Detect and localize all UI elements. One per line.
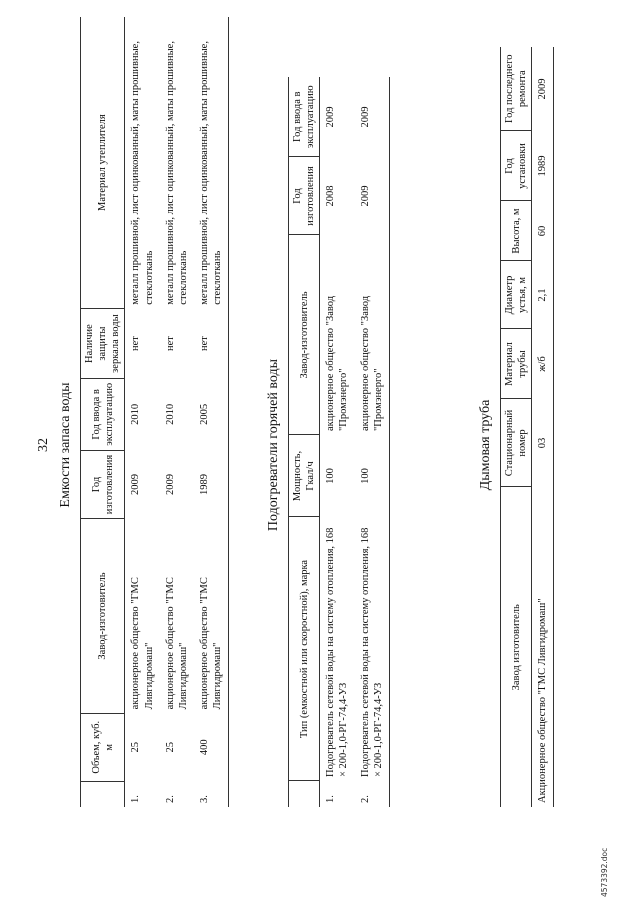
footer-filename: 4573392.doc bbox=[600, 847, 609, 897]
water-heaters-table bbox=[288, 77, 390, 807]
row-num: 1. bbox=[325, 795, 337, 803]
table-row bbox=[194, 17, 229, 807]
cell-material: ж/б bbox=[532, 329, 554, 399]
cell-year-install: 1989 bbox=[532, 131, 554, 201]
cell-volume: 25 bbox=[164, 742, 176, 753]
cell-year-start: 2005 bbox=[194, 378, 229, 450]
cell-height: 60 bbox=[532, 201, 554, 261]
cell-material: металл прошивной, лист оцинкованный, маты прошивные, стеклоткань bbox=[194, 17, 229, 309]
header-year-start: Год ввода в эксплуатацию bbox=[81, 378, 125, 450]
section3-title: Дымовая труба bbox=[478, 399, 493, 491]
cell-volume: 25 bbox=[130, 742, 142, 753]
header-protection: Наличие защиты зеркала воды bbox=[81, 309, 125, 379]
cell-year-made: 2009 bbox=[355, 157, 390, 235]
table-header-row bbox=[81, 17, 125, 807]
section1-title: Емкости запаса воды bbox=[58, 382, 73, 508]
table-row bbox=[125, 17, 160, 807]
cell-year-repair: 2009 bbox=[532, 47, 554, 131]
header-type: Тип (емкостной или скоростной), марка bbox=[289, 517, 320, 781]
cell-material: металл прошивной, лист оцинкованный, маты прошивные, стеклоткань bbox=[164, 41, 189, 305]
chimney-table bbox=[500, 47, 554, 807]
header-year-made: Год изготовления bbox=[81, 450, 125, 518]
cell-material: металл прошивной, лист оцинкованный, маты прошивные, стеклоткань bbox=[130, 41, 155, 305]
header-volume: Объем, куб. м bbox=[81, 713, 125, 781]
cell-maker: акционерное общество "ГМС Ливгидромаш" bbox=[194, 519, 229, 714]
header-maker: Завод-изготовитель bbox=[289, 235, 320, 435]
cell-maker: Акционерное общество "ГМС Ливгидромаш" bbox=[532, 487, 554, 807]
table-header-row bbox=[289, 77, 320, 807]
row-num: 3. bbox=[194, 781, 229, 807]
cell-year-start: 2010 bbox=[164, 403, 176, 425]
header-maker: Завод-изготовитель bbox=[81, 519, 125, 714]
table-row bbox=[355, 77, 390, 807]
cell-protection: нет bbox=[130, 336, 142, 352]
cell-power: 100 bbox=[325, 468, 337, 484]
header-diameter: Диаметр устья, м bbox=[501, 261, 532, 329]
cell-protection: нет bbox=[164, 336, 176, 352]
table-header-row bbox=[501, 47, 532, 807]
header-material: Материал трубы bbox=[501, 329, 532, 399]
table-row bbox=[320, 77, 355, 807]
cell-year-made: 1989 bbox=[194, 450, 229, 518]
cell-diameter: 2,1 bbox=[532, 261, 554, 329]
cell-type: Подогреватель сетевой воды на систему отопления, 168 × 200-1,0-РГ-74,4-УЗ bbox=[325, 527, 350, 777]
table-row bbox=[160, 17, 194, 807]
cell-maker: акционерное общество "Завод "Промэнерго" bbox=[355, 235, 390, 435]
header-maker: Завод изготовитель bbox=[501, 487, 532, 807]
cell-number: 03 bbox=[532, 399, 554, 487]
row-num: 1. bbox=[130, 795, 142, 803]
cell-year-made: 2009 bbox=[164, 474, 176, 495]
cell-volume: 400 bbox=[194, 713, 229, 781]
cell-protection: нет bbox=[194, 309, 229, 379]
header-height: Высота, м bbox=[501, 201, 532, 261]
cell-year-start: 2010 bbox=[130, 403, 142, 425]
page-number: 32 bbox=[36, 438, 51, 452]
header-year-install: Год установки bbox=[501, 131, 532, 201]
section2-title: Подогреватели горячей воды bbox=[266, 358, 281, 532]
cell-year-start: 2009 bbox=[325, 106, 337, 128]
header-material: Материал утеплителя bbox=[81, 17, 125, 309]
table-row bbox=[532, 47, 554, 807]
header-year-start: Год ввода в эксплуатацию bbox=[289, 77, 320, 157]
row-num: 2. bbox=[164, 795, 176, 803]
header-power: Мощность, Гкал/ч bbox=[289, 435, 320, 517]
header-year-made: Год изготовления bbox=[289, 157, 320, 235]
row-num: 2. bbox=[355, 781, 390, 807]
cell-maker: акционерное общество "ГМС Ливгидромаш" bbox=[130, 577, 155, 710]
water-tanks-table bbox=[80, 17, 229, 807]
cell-maker: акционерное общество "Завод "Промэнерго" bbox=[325, 295, 350, 431]
cell-power: 100 bbox=[355, 435, 390, 517]
header-num bbox=[81, 781, 125, 807]
cell-type: Подогреватель сетевой воды на систему отопления, 168 × 200-1,0-РГ-74,4-УЗ bbox=[355, 517, 390, 781]
header-number: Стационарный номер bbox=[501, 399, 532, 487]
cell-year-made: 2008 bbox=[325, 185, 337, 207]
cell-year-made: 2009 bbox=[130, 474, 142, 495]
cell-year-start: 2009 bbox=[355, 77, 390, 157]
header-year-repair: Год последнего ремонта bbox=[501, 47, 532, 131]
header-num bbox=[289, 781, 320, 807]
cell-maker: акционерное общество "ГМС Ливгидромаш" bbox=[164, 577, 189, 710]
